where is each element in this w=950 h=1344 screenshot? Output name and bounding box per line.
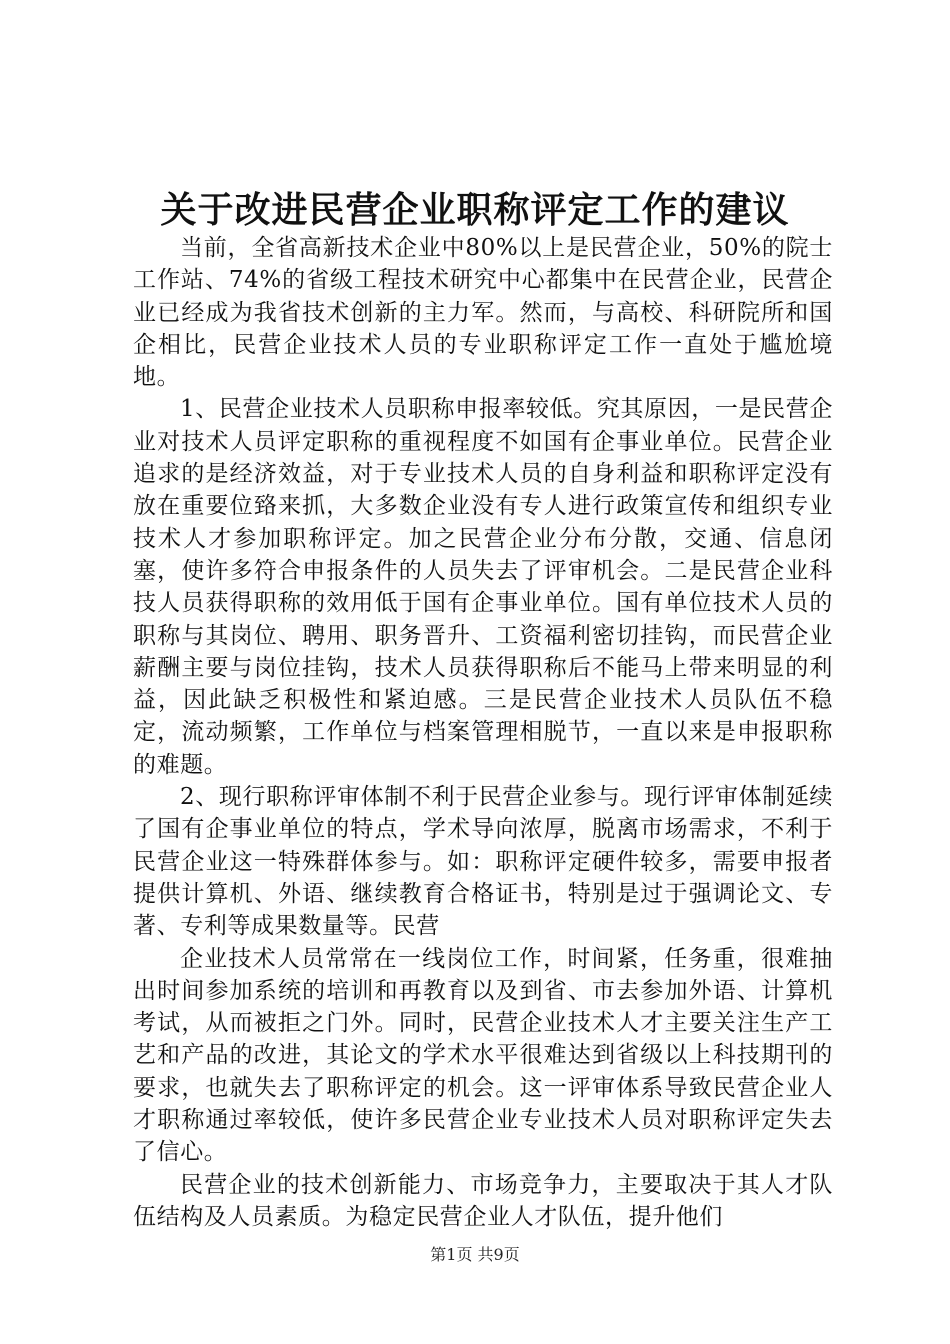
document-title: 关于改进民营企业职称评定工作的建议 [160,189,790,231]
paragraph-intro: 当前，全省高新技术企业中80%以上是民营企业，50%的院士工作站、74%的省级工程技术研究中心都集中在民营企业，民营企业已经成为我省技术创新的主力军。然而，与高校、科研院所和国企相比，民营企业技术人员的专业职称评定工作一直处于尴尬境地。 [133,235,833,391]
document-body [133,232,833,1233]
paragraph-continuation: 企业技术人员常常在一线岗位工作，时间紧，任务重，很难抽出时间参加系统的培训和再教育以及到省、市去参加外语、计算机考试，从而被拒之门外。同时，民营企业技术人才主要关注生产工艺和产品的改进，其论文的学术水平很难达到省级以上科技期刊的要求，也就失去了职称评定的机会。这一评审体系导致民营企业人才职称通过率较低，使许多民营企业专业技术人员对职称评定失去了信心。 [133,945,833,1166]
paragraph-point-2: 2、现行职称评审体制不利于民营企业参与。现行评审体制延续了国有企事业单位的特点，学术导向浓厚，脱离市场需求，不利于民营企业这一特殊群体参与。如：职称评定硬件较多，需要申报者提供计算机、外语、继续教育合格证书，特别是过于强调论文、专著、专利等成果数量等。民营 [133,784,833,940]
paragraph-conclusion: 民营企业的技术创新能力、市场竞争力，主要取决于其人才队伍结构及人员素质。为稳定民营企业人才队伍，提升他们 [133,1171,833,1230]
page-number-footer: 第1页 共9页 [430,1245,520,1264]
paragraph-point-1: 1、民营企业技术人员职称申报率较低。究其原因，一是民营企业对技术人员评定职称的重视程度不如国有企事业单位。民营企业追求的是经济效益，对于专业技术人员的自身利益和职称评定没有放在重要位臵来抓，大多数企业没有专人进行政策宣传和组织专业技术人才参加职称评定。加之民营企业分布分散，交通、信息闭塞，使许多符合申报条件的人员失去了评审机会。二是民营企业科技人员获得职称的效用低于国有企事业单位。国有单位技术人员的职称与其岗位、聘用、职务晋升、工资福利密切挂钩，而民营企业薪酬主要与岗位挂钩，技术人员获得职称后不能马上带来明显的利益，因此缺乏积极性和紧迫感。三是民营企业技术人员队伍不稳定，流动频繁，工作单位与档案管理相脱节，一直以来是申报职称的难题。 [133,396,833,778]
